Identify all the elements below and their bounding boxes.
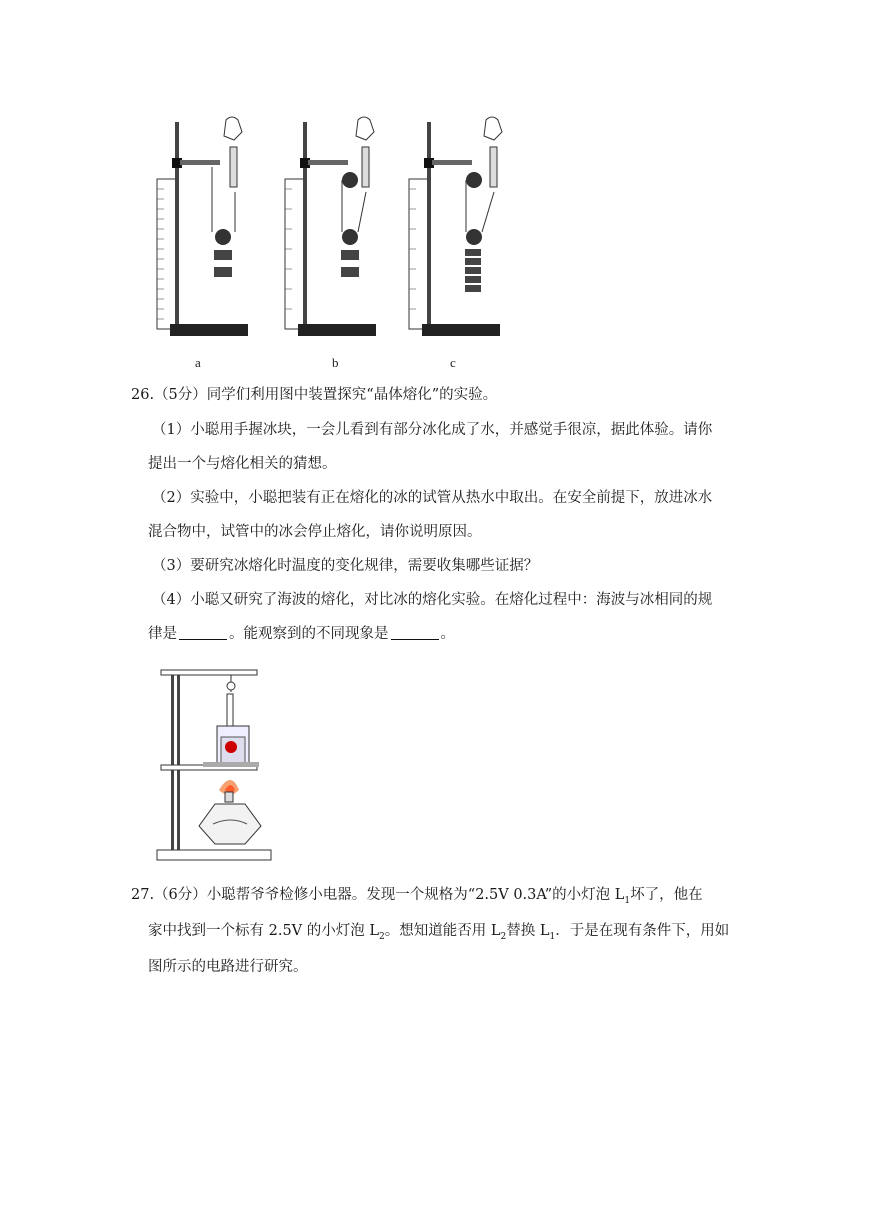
q27-sub-l2-a: 2 — [379, 931, 385, 942]
q26-header: 26.（5分）同学们利用图中装置探究“晶体熔化”的实验。 — [131, 387, 498, 403]
q26-part4-text-a: 律是 — [148, 626, 177, 642]
q27-sub-l1-b: 1 — [549, 931, 556, 942]
q26-part2-line2: 混合物中，试管中的冰会停止熔化，请你说明原因。 — [148, 524, 482, 540]
q27-line2 — [148, 921, 729, 947]
figure-label-b: b — [332, 355, 339, 370]
q26-part1-line2: 提出一个与熔化相关的猜想。 — [148, 456, 337, 472]
q26-part4-text-b: 。能观察到的不同现象是 — [229, 626, 389, 642]
pulley-setup-a — [157, 117, 248, 336]
q27-line1-text-b: 坏了，他在 — [630, 887, 703, 903]
q26-part1-line1: （1）小聪用手握冰块，一会儿看到有部分冰化成了水，并感觉手很凉，据此体验。请你 — [152, 422, 713, 438]
q27-sub-l2-b: 2 — [500, 931, 507, 942]
q26-part4-text-c: 。 — [440, 626, 455, 642]
answer-blank-2[interactable] — [391, 625, 439, 640]
q26-part3: （3）要研究冰熔化时温度的变化规律，需要收集哪些证据？ — [152, 558, 539, 574]
q27-line1-text-a: 27.（6分）小聪帮爷爷检修小电器。发现一个规格为“2.5V 0.3A”的小灯泡 L — [131, 887, 625, 903]
heating-apparatus-figure — [155, 662, 275, 867]
answer-blank-1[interactable] — [179, 625, 227, 640]
pulley-setup-c — [409, 117, 502, 336]
q26-part2-line1: （2）实验中，小聪把装有正在熔化的冰的试管从热水中取出。在安全前提下，放进冰水 — [152, 490, 713, 506]
q27-sub-l1: 1 — [624, 895, 631, 906]
figure-label-c: c — [450, 355, 456, 370]
q27-line2-text-a: 家中找到一个标有 2.5V 的小灯泡 L — [148, 923, 379, 939]
pulley-experiment-figure — [150, 112, 520, 352]
figure-label-a: a — [195, 355, 201, 370]
q27-line2-text-d: ．于是在现有条件下，用如 — [555, 923, 730, 939]
q27-line1 — [131, 885, 703, 911]
q27-line2-text-c: 替换 L — [506, 923, 550, 939]
q26-part4-line1: （4）小聪又研究了海波的熔化，对比冰的熔化实验。在熔化过程中：海波与冰相同的规 — [152, 592, 713, 608]
pulley-setup-b — [285, 117, 376, 336]
q27-line3: 图所示的电路进行研究。 — [148, 959, 308, 975]
q27-line2-text-b: 。想知道能否用 L — [384, 923, 501, 939]
q26-part4-line2 — [148, 624, 455, 644]
